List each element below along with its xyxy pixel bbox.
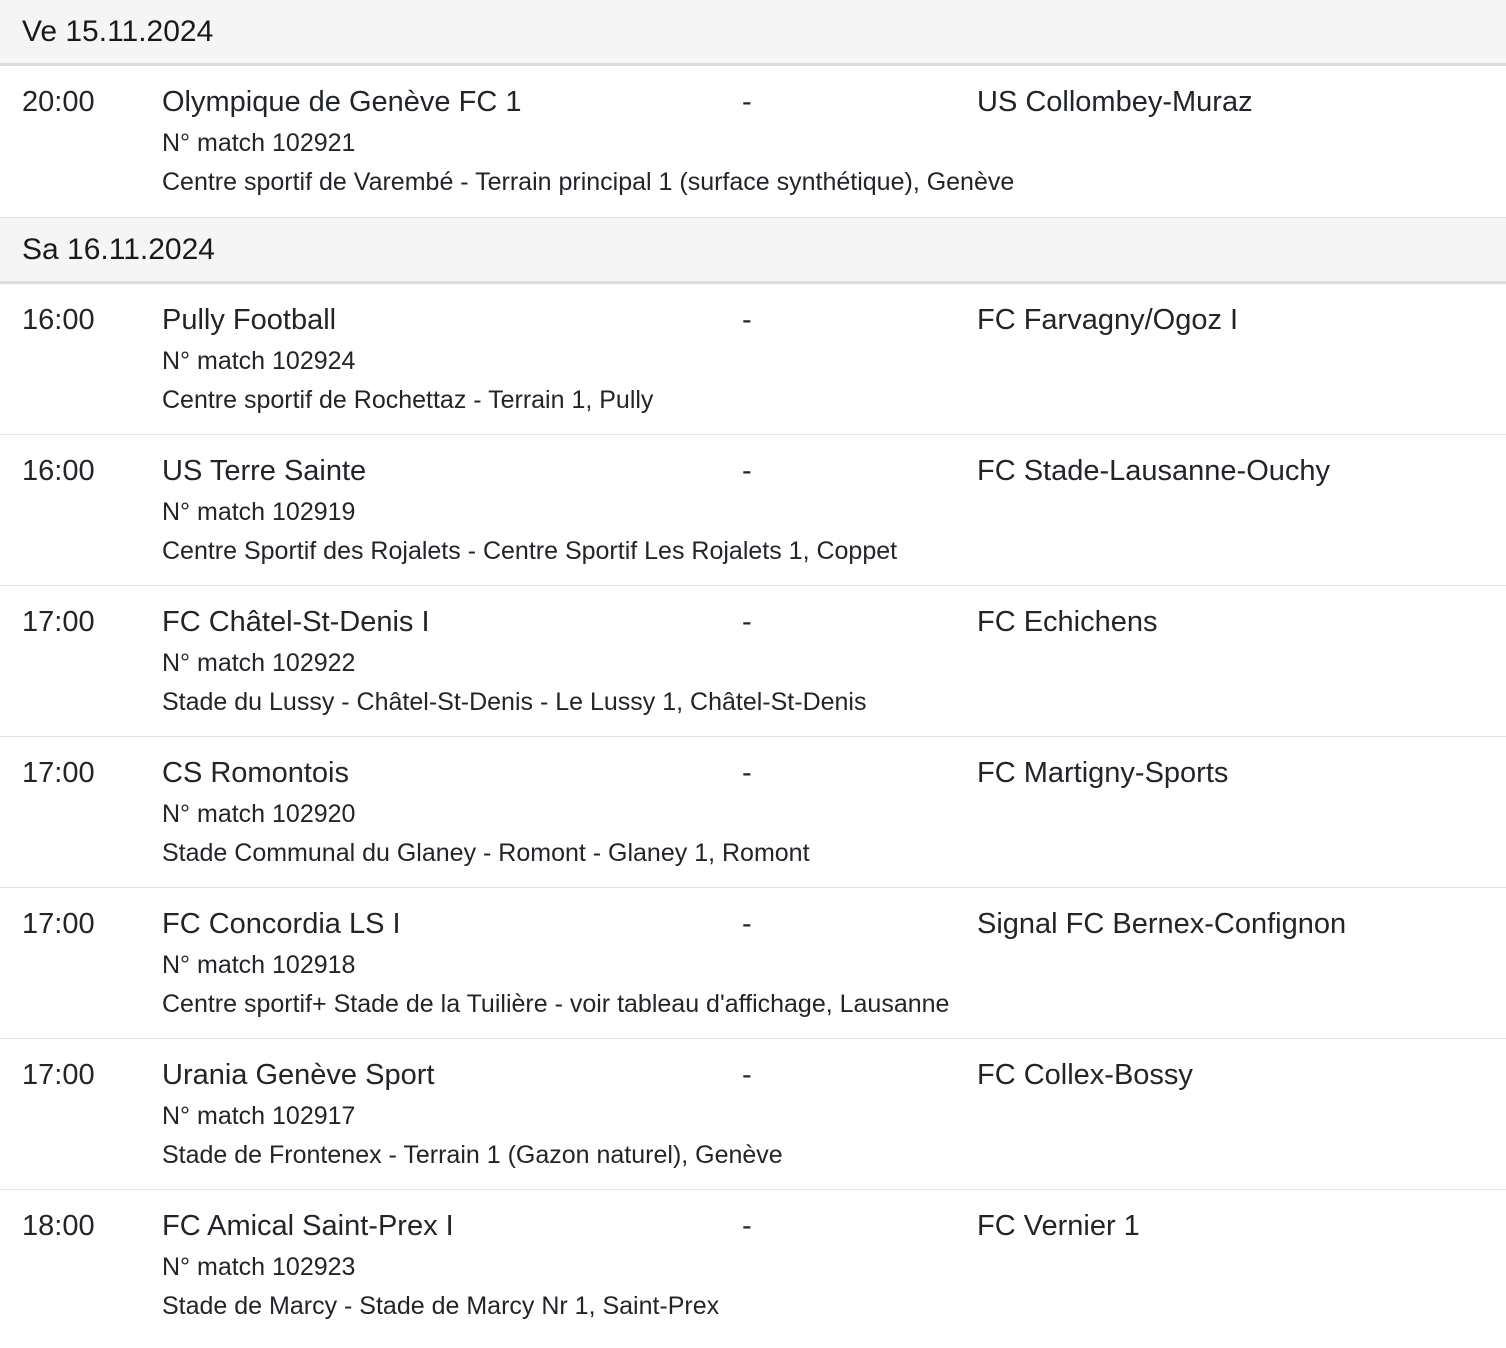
match-row[interactable]: [0, 888, 1506, 1039]
match-time: 17:00: [22, 606, 95, 638]
match-number: N° match 102922: [162, 649, 356, 677]
away-team[interactable]: FC Vernier 1: [977, 1210, 1140, 1242]
match-number: N° match 102924: [162, 347, 356, 375]
away-team[interactable]: FC Stade-Lausanne-Ouchy: [977, 455, 1331, 487]
match-venue: Stade du Lussy - Châtel-St-Denis - Le Lussy 1, Châtel-St-Denis: [162, 688, 867, 716]
home-team[interactable]: FC Châtel-St-Denis I: [162, 606, 430, 638]
match-venue: Centre Sportif des Rojalets - Centre Sportif Les Rojalets 1, Coppet: [162, 537, 898, 565]
day-date: Sa 16.11.2024: [22, 232, 215, 266]
match-time: 18:00: [22, 1210, 95, 1242]
match-number: N° match 102923: [162, 1253, 356, 1281]
home-team[interactable]: US Terre Sainte: [162, 455, 367, 487]
score-separator: -: [742, 1210, 752, 1242]
match-time: 20:00: [22, 86, 95, 118]
match-number: N° match 102917: [162, 1102, 356, 1130]
score-separator: -: [742, 304, 752, 336]
home-team[interactable]: Pully Football: [162, 304, 337, 336]
match-row[interactable]: [0, 1039, 1506, 1190]
match-time: 17:00: [22, 1059, 95, 1091]
match-time: 16:00: [22, 304, 95, 336]
match-number: N° match 102920: [162, 800, 356, 828]
match-time: 17:00: [22, 908, 95, 940]
match-time: 17:00: [22, 757, 95, 789]
home-team[interactable]: FC Concordia LS I: [162, 908, 401, 940]
day-date: Ve 15.11.2024: [22, 14, 214, 48]
score-separator: -: [742, 455, 752, 487]
score-separator: -: [742, 757, 752, 789]
away-team[interactable]: Signal FC Bernex-Confignon: [977, 908, 1347, 940]
match-venue: Stade de Frontenex - Terrain 1 (Gazon naturel), Genève: [162, 1141, 783, 1169]
match-row[interactable]: [0, 1190, 1506, 1341]
match-venue: Stade de Marcy - Stade de Marcy Nr 1, Saint-Prex: [162, 1292, 720, 1320]
match-number: N° match 102919: [162, 498, 356, 526]
home-team[interactable]: CS Romontois: [162, 757, 349, 789]
match-venue: Centre sportif de Rochettaz - Terrain 1, Pully: [162, 386, 654, 414]
away-team[interactable]: US Collombey-Muraz: [977, 86, 1253, 118]
match-row[interactable]: [0, 737, 1506, 888]
away-team[interactable]: FC Collex-Bossy: [977, 1059, 1193, 1091]
match-row[interactable]: [0, 435, 1506, 586]
match-venue: Stade Communal du Glaney - Romont - Glaney 1, Romont: [162, 839, 810, 867]
match-row[interactable]: [0, 586, 1506, 737]
match-row[interactable]: [0, 66, 1506, 218]
home-team[interactable]: Olympique de Genève FC 1: [162, 86, 522, 118]
match-venue: Centre sportif+ Stade de la Tuilière - voir tableau d'affichage, Lausanne: [162, 990, 950, 1018]
away-team[interactable]: FC Martigny-Sports: [977, 757, 1229, 789]
score-separator: -: [742, 606, 752, 638]
away-team[interactable]: FC Farvagny/Ogoz I: [977, 304, 1239, 336]
score-separator: -: [742, 1059, 752, 1091]
day-header: [0, 218, 1506, 284]
away-team[interactable]: FC Echichens: [977, 606, 1158, 638]
home-team[interactable]: Urania Genève Sport: [162, 1059, 435, 1091]
match-number: N° match 102918: [162, 951, 356, 979]
home-team[interactable]: FC Amical Saint-Prex I: [162, 1210, 454, 1242]
match-time: 16:00: [22, 455, 95, 487]
day-header: [0, 0, 1506, 66]
score-separator: -: [742, 908, 752, 940]
match-row[interactable]: [0, 284, 1506, 435]
match-venue: Centre sportif de Varembé - Terrain principal 1 (surface synthétique), Genève: [162, 168, 1015, 196]
match-number: N° match 102921: [162, 129, 356, 157]
score-separator: -: [742, 86, 752, 118]
